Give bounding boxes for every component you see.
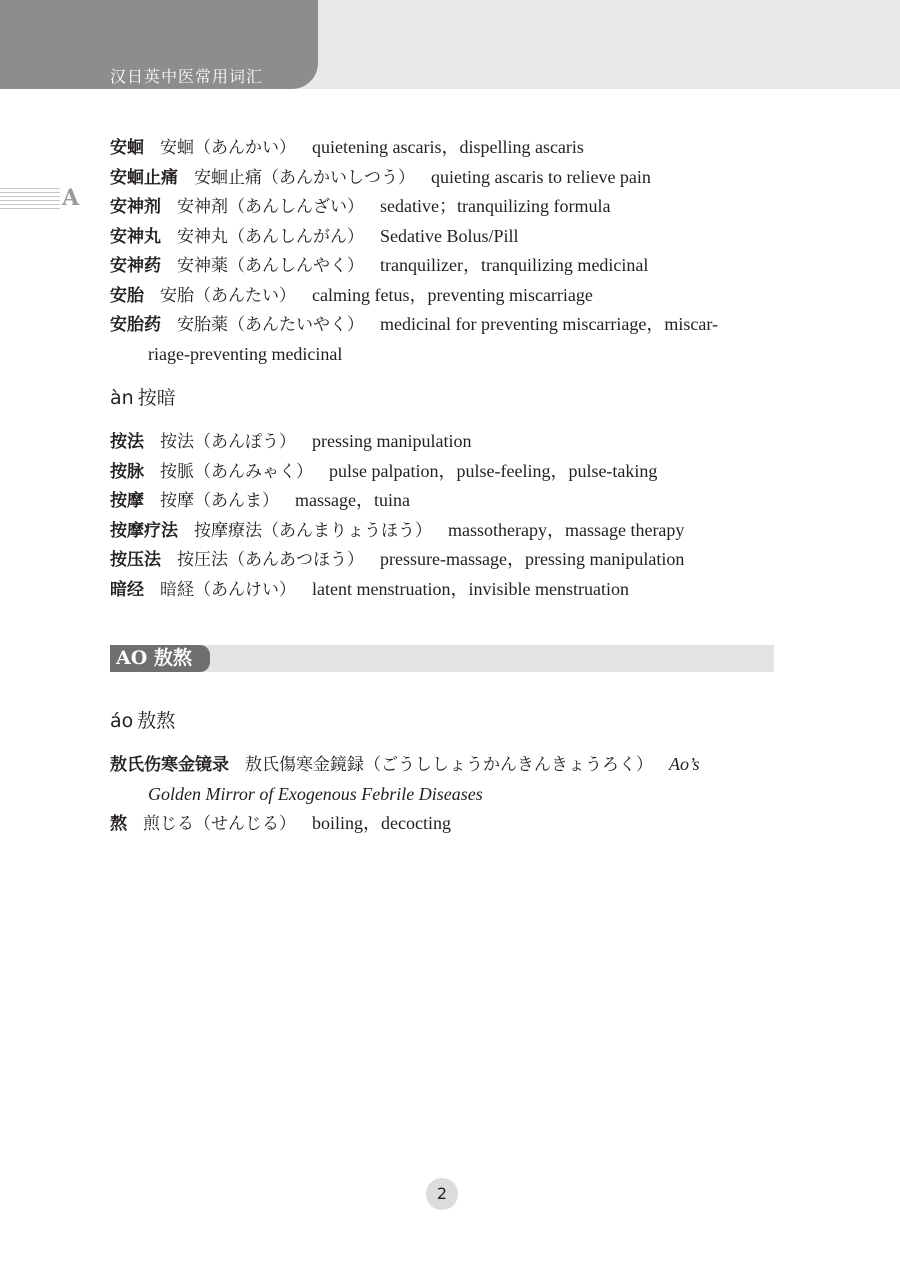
entry xyxy=(110,309,774,340)
entry-japanese: 煎じる（せんじる） xyxy=(143,814,296,834)
entry-japanese: 安胎（あんたい） xyxy=(160,286,296,306)
entry-term: 安胎 xyxy=(110,286,144,306)
entry-japanese: 按脈（あんみゃく） xyxy=(160,462,313,482)
entry-japanese: 安神丸（あんしんがん） xyxy=(177,227,364,247)
entry-japanese: 安蛔止痛（あんかいしつう） xyxy=(194,168,415,188)
entry-english: pressure-massage，pressing manipulation xyxy=(380,549,685,569)
side-index-letter: A xyxy=(62,185,80,211)
entry-english: latent menstruation，invisible menstruation xyxy=(312,579,629,599)
pinyin-syllable: àn xyxy=(110,387,134,409)
entry xyxy=(110,574,774,605)
pinyin-heading xyxy=(110,383,176,413)
entry-japanese: 按法（あんぽう） xyxy=(160,432,296,452)
entry-term: 敖氏伤寒金镜录 xyxy=(110,755,229,775)
entry-japanese: 安蛔（あんかい） xyxy=(160,138,296,158)
entry-term: 按压法 xyxy=(110,550,161,570)
page-number: 2 xyxy=(426,1178,458,1210)
entry-term: 按脉 xyxy=(110,462,144,482)
entry-term: 安神丸 xyxy=(110,227,161,247)
entry-japanese: 暗経（あんけい） xyxy=(160,580,296,600)
entry-japanese: 敖氏傷寒金鏡録（ごうししょうかんきんきょうろく） xyxy=(245,755,653,775)
book-title: 汉日英中医常用词汇 xyxy=(110,67,264,86)
entry xyxy=(110,544,774,575)
entry-term: 安胎药 xyxy=(110,315,161,335)
entry-term: 熬 xyxy=(110,814,127,834)
entry-english-continued: riage-preventing medicinal xyxy=(148,344,343,364)
entry-japanese: 按圧法（あんあつほう） xyxy=(177,550,364,570)
entry-japanese: 安神剤（あんしんざい） xyxy=(177,197,364,217)
entry-english: sedative；tranquilizing formula xyxy=(380,196,611,216)
entry-continuation xyxy=(148,779,483,810)
entry xyxy=(110,515,774,546)
entry xyxy=(110,191,774,222)
entry-term: 安神剂 xyxy=(110,197,161,217)
entry-english: massotherapy，massage therapy xyxy=(448,520,685,540)
entry-term: 安蛔 xyxy=(110,138,144,158)
entry xyxy=(110,456,774,487)
entry-term: 安蛔止痛 xyxy=(110,168,178,188)
entry xyxy=(110,426,774,457)
entry-term: 安神药 xyxy=(110,256,161,276)
entry-english-continued: Golden Mirror of Exogenous Febrile Diseases xyxy=(148,784,483,804)
pinyin-heading xyxy=(110,706,175,736)
entry-term: 暗经 xyxy=(110,580,144,600)
entry-english: pressing manipulation xyxy=(312,431,472,451)
entry-english: pulse palpation，pulse-feeling，pulse-taking xyxy=(329,461,658,481)
entry-japanese: 按摩（あんま） xyxy=(160,491,279,511)
entry xyxy=(110,162,774,193)
entry-english: calming fetus，preventing miscarriage xyxy=(312,285,593,305)
entry xyxy=(110,221,774,252)
entry-term: 按摩 xyxy=(110,491,144,511)
entry-term: 按摩疗法 xyxy=(110,521,178,541)
entry xyxy=(110,485,774,516)
entry-continuation xyxy=(148,339,342,370)
entry-japanese: 按摩療法（あんまりょうほう） xyxy=(194,521,432,541)
entry xyxy=(110,132,774,163)
entry-english: Ao’s xyxy=(669,754,700,774)
entry-japanese: 安神薬（あんしんやく） xyxy=(177,256,364,276)
entry-english: massage，tuina xyxy=(295,490,410,510)
entry xyxy=(110,808,774,839)
entry xyxy=(110,250,774,281)
entry xyxy=(110,280,774,311)
pinyin-syllable: áo xyxy=(110,710,134,732)
entry-term: 按法 xyxy=(110,432,144,452)
section-heading: AO 敖熬 xyxy=(110,645,210,672)
entry-english: Sedative Bolus/Pill xyxy=(380,226,519,246)
entry-english: medicinal for preventing miscarriage，miscar- xyxy=(380,314,719,334)
entry-english: boiling，decocting xyxy=(312,813,451,833)
pinyin-characters: 按暗 xyxy=(137,387,176,409)
pinyin-characters: 敖熬 xyxy=(137,710,176,732)
side-thumb-index xyxy=(0,186,62,212)
entry-english: quietening ascaris，dispelling ascaris xyxy=(312,137,584,157)
entry-japanese: 安胎薬（あんたいやく） xyxy=(177,315,364,335)
entry xyxy=(110,749,774,780)
entry-english: quieting ascaris to relieve pain xyxy=(431,167,651,187)
entry-english: tranquilizer，tranquilizing medicinal xyxy=(380,255,649,275)
